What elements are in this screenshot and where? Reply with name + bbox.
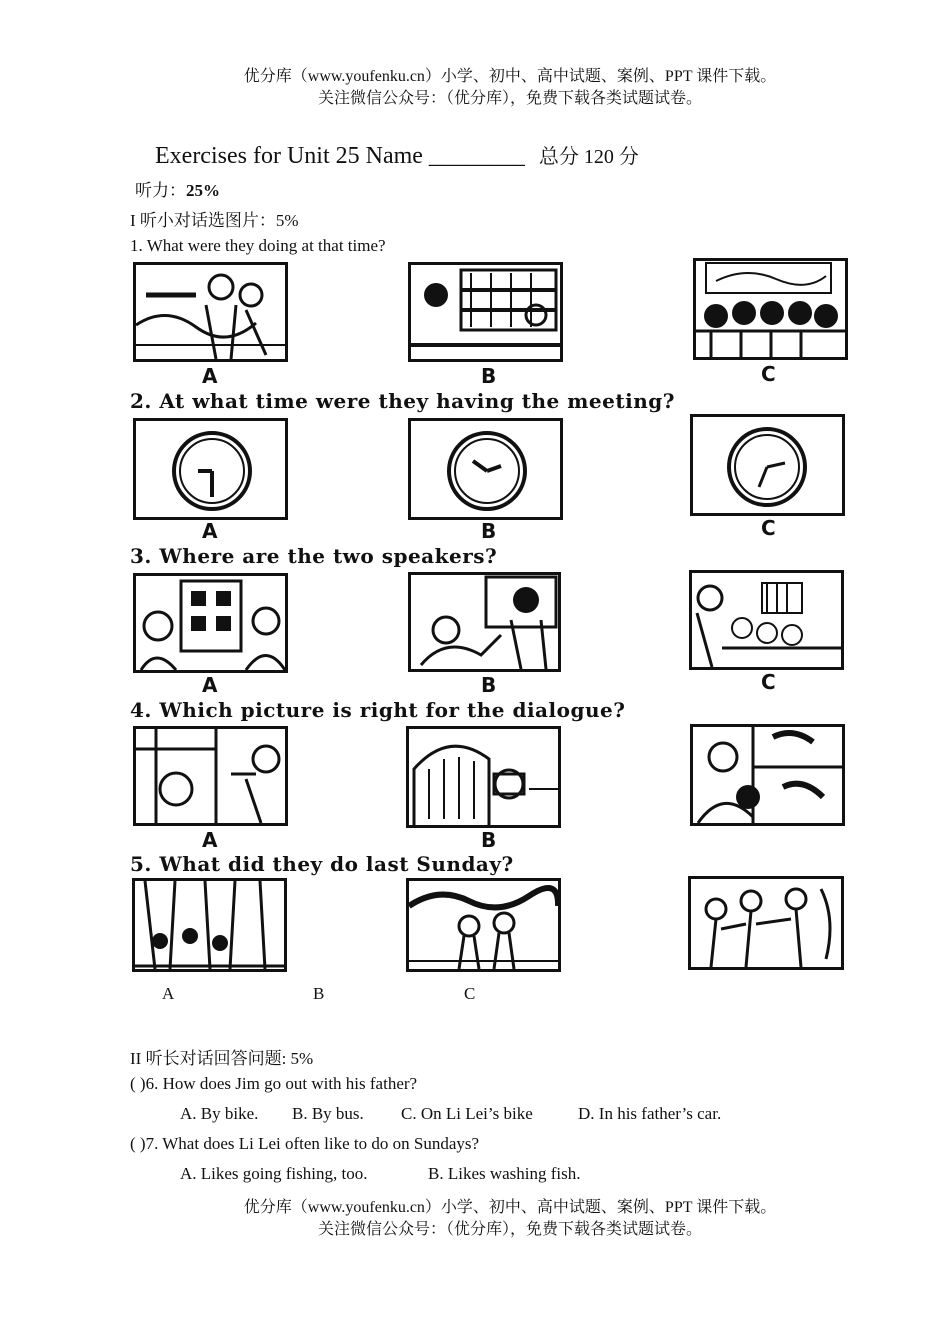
scene-sketch-icon <box>135 881 284 969</box>
scene-sketch-icon <box>411 575 558 669</box>
q3-picture-a[interactable] <box>133 573 288 673</box>
section2-heading: II 听长对话回答问题: 5% <box>130 1049 314 1068</box>
q4-label-a: A <box>202 828 218 852</box>
q2-picture-c[interactable] <box>690 414 845 516</box>
listening-label-text: 听力： <box>135 181 186 200</box>
q4-picture-b[interactable] <box>406 726 561 828</box>
footer-line-2: 关注微信公众号：（优分库），免费下载各类试题试卷。 <box>317 1221 702 1238</box>
q5-picture-a[interactable] <box>132 878 287 972</box>
q5-label-b: B <box>313 984 325 1003</box>
q2-label-b: B <box>481 519 497 543</box>
question-5: 5. What did they do last Sunday? <box>130 852 514 876</box>
q1-picture-b[interactable] <box>408 262 563 362</box>
q6-option-a: A. By bike. <box>180 1104 259 1123</box>
q3-label-c: C <box>761 670 776 694</box>
q6-option-b: B. By bus. <box>292 1104 364 1123</box>
q4-label-b: B <box>481 828 497 852</box>
listening-percent: 25% <box>186 181 220 200</box>
scene-sketch-icon <box>409 729 558 825</box>
question-1: 1. What were they doing at that time? <box>130 236 386 255</box>
header-line-1: 优分库（www.youfenku.cn）小学、初中、高中试题、案例、PPT 课件下载。 <box>243 68 777 85</box>
clock-icon <box>136 421 285 517</box>
question-2: 2. At what time were they having the meeting? <box>130 389 675 413</box>
scene-sketch-icon <box>692 573 841 667</box>
q3-picture-b[interactable] <box>408 572 561 672</box>
q1-label-a: A <box>202 364 218 388</box>
question-6: ( )6. How does Jim go out with his father? <box>130 1074 418 1093</box>
scene-sketch-icon <box>693 727 842 823</box>
section1-heading: I 听小对话选图片：5% <box>130 211 299 230</box>
page-title <box>155 140 639 170</box>
q1-label-b: B <box>481 364 497 388</box>
q2-picture-a[interactable] <box>133 418 288 520</box>
scene-sketch-icon <box>136 576 285 670</box>
q2-picture-b[interactable] <box>408 418 563 520</box>
clock-icon <box>411 421 560 517</box>
question-3: 3. Where are the two speakers? <box>130 544 498 568</box>
header-line-2: 关注微信公众号：（优分库），免费下载各类试题试卷。 <box>317 90 702 107</box>
question-4: 4. Which picture is right for the dialogue? <box>130 698 626 722</box>
clock-icon <box>693 417 842 513</box>
q7-option-b: B. Likes washing fish. <box>428 1164 581 1183</box>
q6-option-d: D. In his father’s car. <box>578 1104 722 1123</box>
scene-sketch-icon <box>409 881 558 969</box>
listening-label <box>135 176 220 201</box>
q5-picture-b[interactable] <box>406 878 561 972</box>
scene-sketch-icon <box>136 265 285 359</box>
q1-label-c: C <box>761 362 776 386</box>
footer-line-1: 优分库（www.youfenku.cn）小学、初中、高中试题、案例、PPT 课件下载。 <box>243 1199 777 1216</box>
q5-label-a: A <box>162 984 175 1003</box>
q3-label-a: A <box>202 673 218 697</box>
scene-sketch-icon <box>411 265 560 359</box>
q1-picture-c[interactable] <box>693 258 848 360</box>
scene-sketch-icon <box>691 879 841 967</box>
title-main: Exercises for Unit 25 Name ________ <box>155 143 525 169</box>
q6-option-c: C. On Li Lei’s bike <box>401 1104 533 1123</box>
q3-picture-c[interactable] <box>689 570 844 670</box>
question-7: ( )7. What does Li Lei often like to do on Sundays? <box>130 1134 480 1153</box>
q7-option-a: A. Likes going fishing, too. <box>180 1164 368 1183</box>
q5-label-c: C <box>464 984 476 1003</box>
q4-picture-a[interactable] <box>133 726 288 826</box>
q2-label-a: A <box>202 519 218 543</box>
q4-picture-c[interactable] <box>690 724 845 826</box>
scene-sketch-icon <box>136 729 285 823</box>
q3-label-b: B <box>481 673 497 697</box>
q1-picture-a[interactable] <box>133 262 288 362</box>
scene-sketch-icon <box>696 261 845 357</box>
title-score: 总分 120 分 <box>538 146 639 168</box>
q2-label-c: C <box>761 516 776 540</box>
q5-picture-c[interactable] <box>688 876 844 970</box>
